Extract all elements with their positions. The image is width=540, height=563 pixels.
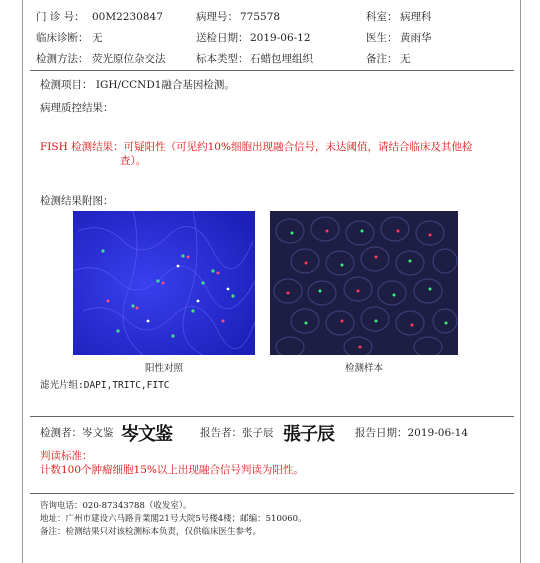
divider: [30, 493, 514, 494]
report-date: 报告日期：2019-06-14: [355, 427, 469, 439]
sample-image: [270, 211, 458, 355]
footer-address: 地址：广州市建设六马路肯業閣21号大院5号楼4楼；邮编：510060。: [40, 514, 307, 524]
test-item: 检测项目： IGH/CCND1融合基因检测。: [40, 79, 235, 91]
positive-control-image: [73, 211, 255, 355]
sample-caption: 检测样本: [344, 363, 383, 374]
diagnosis-label: 临床诊断：: [36, 32, 89, 44]
specimen-label: 标本类型：: [196, 53, 249, 65]
page-right-edge: [520, 0, 521, 563]
attachment-label: 检测结果附图：: [40, 195, 114, 207]
submit-date-label: 送检日期：: [196, 32, 249, 44]
outpatient-label: 门 诊 号：: [36, 11, 85, 23]
reporter-label: 报告者：张子辰: [200, 427, 274, 439]
dept-label: 科室：: [366, 11, 398, 23]
method-label: 检测方法：: [36, 53, 89, 65]
filter-set: 滤光片组:DAPI,TRITC,FITC: [40, 380, 170, 391]
dept-value: 病理科: [400, 11, 432, 23]
criteria-title: 判读标准：: [40, 450, 93, 462]
remarks-label: 备注：: [366, 53, 398, 65]
footer-phone: 咨询电话：020-87343788（收发室）。: [40, 501, 192, 511]
doctor-value: 黄雨华: [400, 32, 432, 44]
divider: [30, 70, 514, 71]
reporter-signature: 張子辰: [283, 424, 334, 445]
remarks-value: 无: [400, 53, 411, 65]
method-value: 荧光原位杂交法: [92, 53, 166, 65]
specimen-value: 石蜡包埋组织: [250, 53, 313, 65]
page-left-edge: [22, 0, 23, 563]
fish-result-line2: 查）。: [120, 155, 147, 167]
footer-note: 备注：检测结果只对该检测标本负责，仅供临床医生参考。: [40, 527, 262, 537]
outpatient-value: 00M2230847: [92, 11, 163, 23]
examiner-label: 检测者：岑文鉴: [40, 427, 114, 439]
criteria-text: 计数100个肿瘤细胞15%以上出现融合信号判读为阳性。: [40, 464, 304, 476]
divider: [30, 416, 514, 417]
qc-label: 病理质控结果：: [40, 102, 114, 114]
diagnosis-value: 无: [92, 32, 103, 44]
pathology-label: 病理号：: [196, 11, 238, 23]
examiner-signature: 岑文鉴: [121, 424, 172, 445]
submit-date-value: 2019-06-12: [250, 32, 311, 44]
pathology-value: 775578: [240, 11, 281, 23]
positive-caption: 阳性对照: [144, 363, 183, 374]
fish-result-line1: FISH 检测结果：可疑阳性（可见约10%细胞出现融合信号，未达阈值，请结合临床及其他检: [40, 141, 473, 153]
doctor-label: 医生：: [366, 32, 398, 44]
